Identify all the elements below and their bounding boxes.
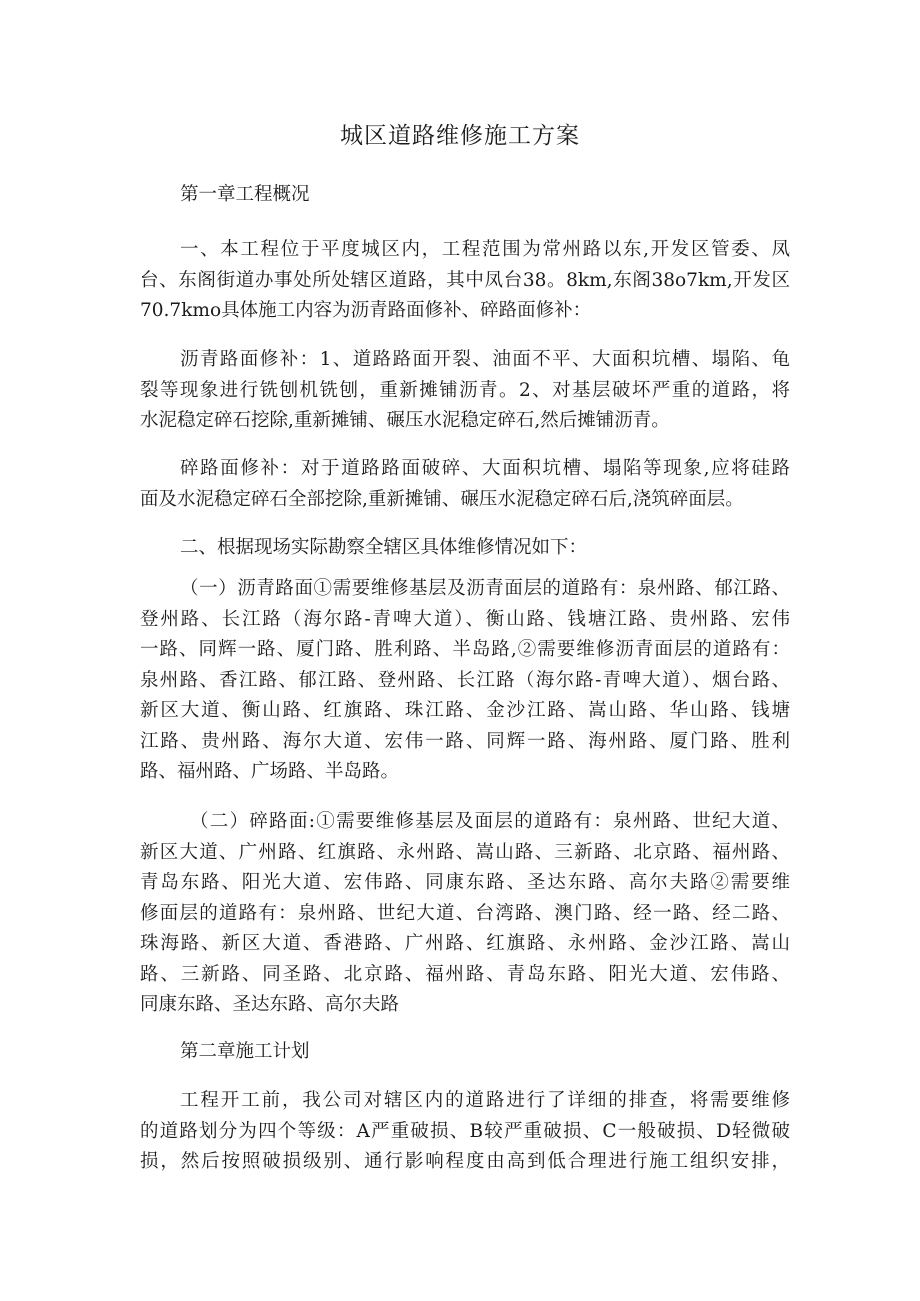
text-line: 泉州路、香江路、郁江路、登州路、长江路（海尔路-青啤大道）、烟台路、 [140, 669, 790, 691]
paragraph-4 [140, 533, 790, 564]
text-line: 的道路划分为四个等级：A严重破损、B较严重破损、C一般破损、D轻微破 [140, 1120, 790, 1142]
chapter-heading [140, 180, 790, 211]
paragraph-5 [140, 574, 790, 788]
text-line: 裂等现象进行铣刨机铣刨，重新摊铺沥青。2、对基层破坏严重的道路，将 [140, 379, 790, 401]
paragraph-7 [140, 1086, 790, 1178]
text-line: 登州路、长江路（海尔路-青啤大道）、衡山路、钱塘江路、贵州路、宏伟 [140, 608, 790, 630]
chapter-2-heading: 第二章施工计划 [180, 1041, 310, 1062]
text-line: 青岛东路、阳光大道、宏伟路、同康东路、圣达东路、高尔夫路②需要维 [140, 872, 790, 893]
text-line: 一、本工程位于平度城区内，工程范围为常州路以东,开发区管委、凤 [180, 239, 790, 260]
text-line: 江路、贵州路、海尔大道、宏伟一路、同辉一路、海州路、厦门路、胜利 [140, 730, 790, 752]
text-line: 沥青路面修补：1、道路路面开裂、油面不平、大面积坑槽、塌陷、龟 [180, 349, 790, 370]
text-line: 路、三新路、同圣路、北京路、福州路、青岛东路、阳光大道、宏伟路、 [140, 963, 790, 985]
chapter-heading [140, 1037, 790, 1068]
paragraph-2 [140, 345, 790, 437]
text-line: 工程开工前，我公司对辖区内的道路进行了详细的排查，将需要维修 [180, 1090, 790, 1111]
text-line: 碎路面修补：对于道路路面破碎、大面积坑槽、塌陷等现象,应将硅路 [180, 458, 790, 479]
paragraph-3 [140, 454, 790, 515]
text-line: 水泥稳定碎石挖除,重新摊铺、碾压水泥稳定碎石,然后摊铺沥青。 [140, 410, 670, 431]
text-line: 一路、同辉一路、厦门路、胜利路、半岛路,②需要维修沥青面层的道路有： [140, 639, 790, 660]
text-line: 新区大道、广州路、红旗路、永州路、嵩山路、三新路、北京路、福州路、 [140, 841, 790, 863]
text-line: 70.7kmo具体施工内容为沥青路面修补、碎路面修补： [140, 300, 592, 321]
document-title: 城区道路维修施工方案 [340, 123, 580, 149]
text-line: 台、东阁街道办事处所处辖区道路，其中凤台38。8km,东阁38o7km,开发区 [140, 269, 790, 291]
text-line: 新区大道、衡山路、红旗路、珠江路、金沙江路、嵩山路、华山路、钱塘 [140, 700, 790, 721]
paragraph-6 [140, 807, 790, 1021]
paragraph-1 [140, 235, 790, 327]
text-line: 面及水泥稳定碎石全部挖除,重新摊铺、碾压水泥稳定碎石后,浇筑碎面层。 [140, 488, 744, 510]
text-line: （二）碎路面:①需要维修基层及面层的道路有：泉州路、世纪大道、 [190, 811, 790, 832]
chapter-1-heading: 第一章工程概况 [180, 184, 310, 205]
text-line: 损，然后按照破损级别、通行影响程度由高到低合理进行施工组织安排， [140, 1151, 790, 1172]
text-line: 修面层的道路有：泉州路、世纪大道、台湾路、澳门路、经一路、经二路、 [140, 902, 790, 924]
text-line: 二、根据现场实际勘察全辖区具体维修情况如下： [180, 537, 588, 558]
text-line: （一）沥青路面①需要维修基层及沥青面层的道路有：泉州路、郁江路、 [180, 578, 790, 599]
text-line: 珠海路、新区大道、香港路、广州路、红旗路、永州路、金沙江路、嵩山 [140, 933, 790, 954]
text-line: 路、福州路、广场路、半岛路。 [140, 761, 400, 782]
text-line: 同康东路、圣达东路、高尔夫路 [140, 994, 400, 1015]
